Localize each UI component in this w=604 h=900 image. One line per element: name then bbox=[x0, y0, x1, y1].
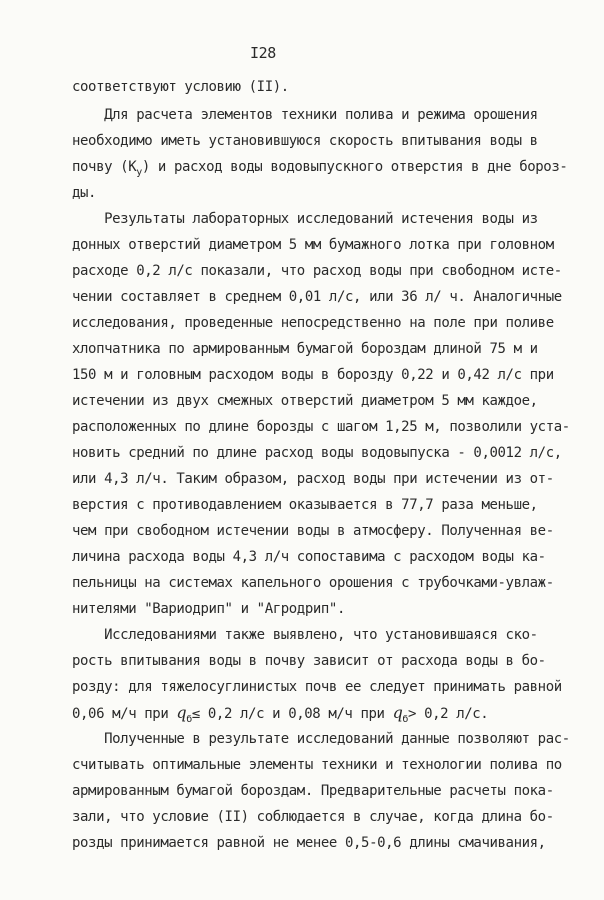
flow-symbol: q bbox=[176, 703, 187, 722]
text-line: Полученные в результате исследований данные позволяют рас- bbox=[72, 731, 570, 747]
text-line: необходимо иметь установившуюся скорость впитывания воды в bbox=[72, 133, 538, 149]
text-line: почву $(К_у)$ и расход воды водовыпускного отверстия в дне бороз- bbox=[72, 159, 568, 178]
text-line: розды принимается равной не менее 0,5-0,6 длины смачивания, bbox=[72, 835, 546, 851]
text-line: новить средний по длине расход воды водовыпуска - 0,0012 л/с, bbox=[72, 445, 562, 461]
text-line: личина расхода воды 4,3 л/ч сопоставима с расходом воды ка- bbox=[72, 549, 546, 565]
text-line: рость впитывания воды в почву зависит от расхода воды в бо- bbox=[72, 653, 546, 669]
text-line: розду: для тяжелосуглинистых почв ее следует принимать равной bbox=[72, 679, 562, 695]
text-line: истечении из двух смежных отверстий диаметром 5 мм каждое, bbox=[72, 393, 538, 409]
text-line: соответствуют условию (II). bbox=[72, 79, 289, 95]
text-line: или 4,3 л/ч. Таким образом, расход воды при истечении из от- bbox=[72, 471, 554, 487]
text-line: расположенных по длине борозды с шагом 1,25 м, позволили уста- bbox=[72, 419, 570, 435]
flow-symbol: q bbox=[392, 703, 403, 722]
text-line: верстия с противодавлением оказывается в 77,7 раза меньше, bbox=[72, 497, 538, 513]
text-line: чем при свободном истечении воды в атмосферу. Полученная ве- bbox=[72, 523, 554, 539]
text-line: 0,06 м/ч при $q_б\le 0,2$ л/с и 0,08 м/ч при $q_б> 0,2$ л/с. bbox=[72, 703, 489, 725]
text-line: пельницы на системах капельного орошения с трубочками-увлаж- bbox=[72, 575, 554, 591]
text-line: донных отверстий диаметром 5 мм бумажного лотка при головном bbox=[72, 237, 554, 253]
text-line: ды. bbox=[72, 185, 97, 201]
text-line: расходе 0,2 л/с показали, что расход воды при свободном исте- bbox=[72, 263, 562, 279]
text-line: армированным бумагой бороздам. Предварительные расчеты пока- bbox=[72, 783, 554, 799]
text-line: 150 м и головным расходом воды в борозду 0,22 и 0,42 л/с при bbox=[72, 367, 554, 383]
text-line: нителями "Вариодрип" и "Агродрип". bbox=[72, 601, 345, 617]
text-line: исследования, проведенные непосредственно на поле при поливе bbox=[72, 315, 554, 331]
text-line: зали, что условие (II) соблюдается в случае, когда длина бо- bbox=[72, 809, 554, 825]
text-line: Исследованиями также выявлено, что установившаяся ско- bbox=[72, 627, 538, 643]
text-line: Результаты лабораторных исследований истечения воды из bbox=[72, 211, 538, 227]
text-line: Для расчета элементов техники полива и режима орошения bbox=[72, 107, 538, 123]
text-line: считывать оптимальные элементы техники и технологии полива по bbox=[72, 757, 562, 773]
text-line: чении составляет в среднем 0,01 л/с, или 36 л/ ч. Аналогичные bbox=[72, 289, 562, 305]
page-number: I28 bbox=[250, 44, 276, 62]
text-line: хлопчатника по армированным бумагой бороздам длиной 75 м и bbox=[72, 341, 538, 357]
